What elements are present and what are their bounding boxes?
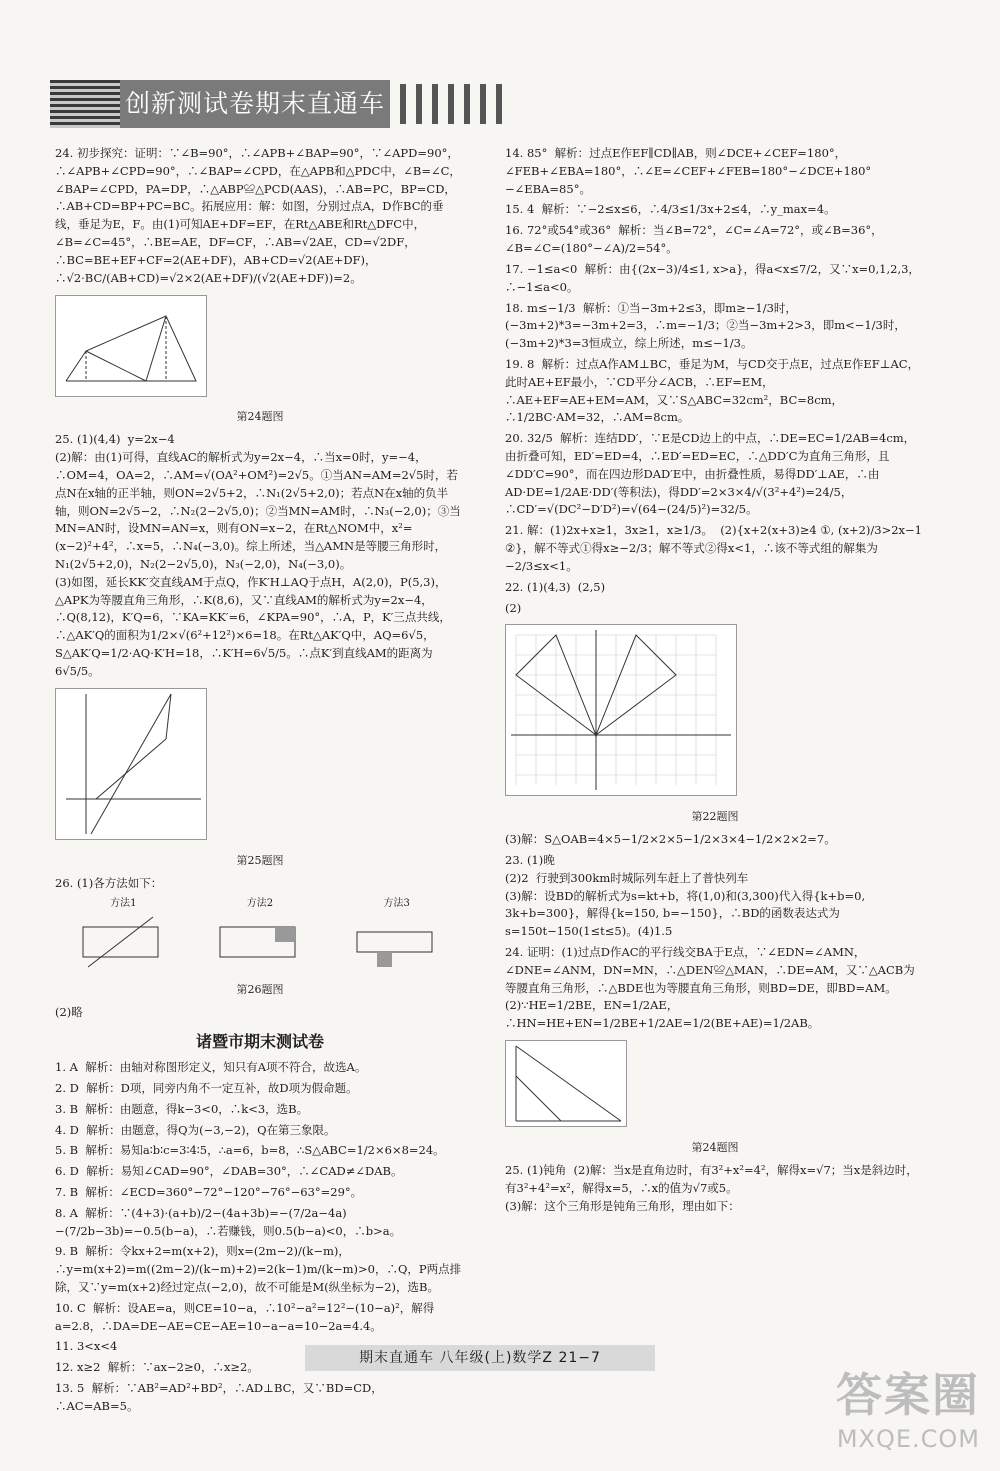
- figure-26-caption: 第26题图: [236, 983, 284, 997]
- banner-stripes-left: [50, 80, 120, 128]
- left-column: [55, 145, 465, 1419]
- figure-24b-caption: 第24题图: [691, 1140, 739, 1154]
- banner-stripes-right: [400, 84, 510, 124]
- answer-16: 16. 72°或54°或36° 解析：当∠B=72°，∠C=∠A=72°，或∠B=36°，∠B=∠C=(180°−∠A)/2=54°。: [505, 223, 883, 256]
- answer-19: 19. 8 解析：过点A作AM⊥BC，垂足为M，与CD交于点E，过点E作EF⊥AC，此时AE+EF最小，∵CD平分∠ACB，∴EF=EM，∴AE+EF=AE+EM=AM，又∵S△ABC=32cm²，BC=8cm，∴1/2BC·AM=32，∴AM=8cm。: [505, 356, 920, 425]
- answer-12: 12. x≥2 解析：∵ax−2≥0，∴x≥2。: [55, 1360, 259, 1375]
- method-2: [215, 896, 305, 977]
- answer-3: 3. B 解析：由题意，得k−3<0，∴k<3，选B。: [55, 1101, 309, 1116]
- question-24: 24. 初步探究：证明：∵∠B=90°，∴∠APB+∠BAP=90°，∵∠APD=90°，∴∠APB+∠CPD=90°，∴∠BAP=∠CPD，在△APB和△PDC中，∠B=∠C，∠BAP=∠CPD，PA=DP，∴△ABP≌△PCD(AAS)，∴AB=PC，BP=CD，∴AB+CD=BP+PC=BC。拓展应用：解：如图，分别过点A，D作BC的垂线，垂足为E，F。由(1)可知AE+DF=EF，在Rt△ABE和Rt△DFC中，∠B=∠C=45°，∴BE=AE，DF=CF，∴AB=√2AE，CD=√2DF，∴BC=BE+EF+CF=2(AE+DF)，AB+CD=√2(AE+DF)，∴√2·BC/(AB+CD)=√2×2(AE+DF)/(√2(AE+DF))=2。: [55, 146, 461, 285]
- answer-13: 13. 5 解析：∵AB²=AD²+BD²，∴AD⊥BC，又∵BD=CD，∴AC=AB=5。: [55, 1381, 383, 1413]
- answer-5: 5. B 解析：易知a∶b∶c=3∶4∶5，∴a=6，b=8，∴S△ABC=1/2×6×8=24。: [55, 1143, 445, 1158]
- banner-title: 创新测试卷期末直通车: [120, 80, 390, 128]
- answer-1: 1. A 解析：由轴对称图形定义，知只有A项不符合，故选A。: [55, 1060, 367, 1075]
- answer-6: 6. D 解析：易知∠CAD=90°，∠DAB=30°，∴∠CAD≠∠DAB。: [55, 1164, 403, 1179]
- figure-25: [55, 688, 207, 840]
- question-26: 26. (1)各方法如下：: [55, 875, 163, 890]
- right-column: [505, 145, 925, 1218]
- method-3-label: 方法3: [383, 898, 410, 910]
- methods-row: [55, 896, 465, 977]
- section-title: 诸暨市期末测试卷: [195, 1032, 324, 1052]
- answer-11: 11. 3<x<4: [55, 1339, 118, 1354]
- answer-22-head: 22. (1)(4,3) (2,5): [505, 579, 606, 594]
- watermark-logo: 答案圈: [836, 1368, 980, 1422]
- answer-17: 17. −1≤a<0 解析：由{(2x−3)/4≤1, x>a}，得a<x≤7/2，又∵x=0,1,2,3，∴−1≤a<0。: [505, 261, 920, 294]
- answer-23: 23. (1)晚 (2)2 行驶到300km时城际列车赶上了普快列车 (3)解：设BD的解析式为s=kt+b，将(1,0)和(3,300)代入得{k+b=0, 3k+b=300}，解得{k=150, b=−150}，∴BD的函数表达式为s=150t−150(1≤t≤5)。(4)1.5: [505, 852, 866, 939]
- figure-24b: [505, 1040, 627, 1127]
- figure-22-grid: [505, 624, 737, 796]
- figure-24-caption: 第24题图: [236, 410, 284, 424]
- answer-15: 15. 4 解析：∵−2≤x≤6，∴4/3≤1/3x+2≤4，∴y_max=4。: [505, 202, 836, 217]
- answer-22-sub: (2): [505, 600, 522, 615]
- method-1-label: 方法1: [110, 898, 137, 910]
- answer-8: 8. A 解析：∵(4+3)·(a+b)/2−(4a+3b)=−(7/2a−4a)−(7/2b−3b)=−0.5(b−a)，∴若赚钱，则0.5(b−a)<0，∴b>a。: [55, 1205, 402, 1238]
- answer-22-3: (3)解：S△OAB=4×5−1/2×2×5−1/2×3×4−1/2×2×2=7。: [505, 832, 836, 847]
- answer-14: 14. 85° 解析：过点E作EF∥CD∥AB，则∠DCE+∠CEF=180°，∠FEB+∠EBA=180°，∴∠E=∠CEF+∠FEB=180°−∠DCE+180°−∠EBA=85°。: [505, 146, 872, 196]
- answer-10: 10. C 解析：设AE=a，则CE=10−a，∴10²−a²=12²−(10−a)²，解得a=2.8，∴DA=DE−AE=CE−AE=10−a−a=10−2a=4.4。: [55, 1300, 435, 1333]
- question-25: 25. (1)(4,4) y=2x−4 (2)解：由(1)可得，直线AC的解析式为y=2x−4，∴当x=0时，y=−4，∴OM=4，OA=2，∴AM=√(OA²+OM²)=2√5。①当AN=AM=2√5时，若点N在x轴的正半轴，则ON=2√5+2，∴N₁(2√5+2,0)；若点N在x轴的负半轴，则ON=2√5−2，∴N₂(2−2√5,0)；②当MN=AM时，∴N₃(−2,0)；③当MN=AN时，设MN=AN=x，则有ON=x−2，在Rt△NOM中，x²=(x−2)²+4²，∴x=5，∴N₄(−3,0)。综上所述，当△AMN是等腰三角形时，N₁(2√5+2,0)，N₂(2−2√5,0)，N₃(−2,0)，N₄(−3,0)。 (3)如图，延长KK′交直线AM于点Q，作K′H⊥AQ于点H，A(2,0)，P(5,3)，△APK为等腰直角三角形，∴K(8,6)，又∵直线AM的解析式为y=2x−4，∴Q(8,12)，K′Q=6，∵KA=KK′=6，∠KPA=90°，∴A，P，K′三点共线，∴△AK′Q的面积为1/2×√(6²+12²)×6=18。在Rt△AK′Q中，AQ=6√5，S△AK′Q=1/2·AQ·K′H=18，∴K′H=6√5/5。∴点K′到直线AM的距离为6√5/5。: [55, 432, 461, 678]
- header-banner: [50, 80, 460, 128]
- method-2-label: 方法2: [246, 898, 274, 910]
- answer-20: 20. 32/5 解析：连结DD′，∵E是CD边上的中点，∴DE=EC=1/2AB=4cm，由折叠可知，ED′=ED=4，∴ED′=ED=EC，∴△DD′C为直角三角形，且∠DD′C=90°，而在四边形DAD′E中，由折叠性质，易得DD′⊥AE，∴由AD·DE=1/2AE·DD′(等积法)，得DD′=2×3×4/√(3²+4²)=24/5，∴CD′=√(DC²−D′D²)=√(64−(24/5)²)=32/5。: [505, 431, 916, 517]
- figure-25-caption: 第25题图: [236, 853, 284, 867]
- method-3: [352, 896, 442, 977]
- footer-bar: 期末直通车 八年级(上)数学Z 21−7: [305, 1345, 655, 1371]
- answer-21: 21. 解：(1)2x+x≥1，3x≥1，x≥1/3。 (2){x+2(x+3)≥4 ①, (x+2)/3>2x−1 ②}，解不等式①得x≥−2/3；解不等式②得x<1，∴该不等式组的解集为−2/3≤x<1。: [505, 523, 926, 573]
- method-1: [78, 896, 168, 977]
- figure-24: [55, 295, 207, 397]
- answer-4: 4. D 解析：由题意，得Q为(−3,−2)，Q在第三象限。: [55, 1122, 336, 1137]
- answer-9: 9. B 解析：令kx+2=m(x+2)，则x=(2m−2)/(k−m)，∴y=m(x+2)=m((2m−2)/(k−m)+2)=2(k−1)m/(k−m)>0，∴Q，P两点排除，又∵y=m(x+2)经过定点(−2,0)，故不可能是M(纵坐标为−2)，选B。: [55, 1244, 462, 1294]
- answer-25: 25. (1)钝角 (2)解：当x是直角边时，有3²+x²=4²，解得x=√7；当x是斜边时，有3²+4²=x²，解得x=5，∴x的值为√7或5。 (3)解：这个三角形是钝角三角形，理由如下：: [505, 1162, 918, 1213]
- answer-7: 7. B 解析：∠ECD=360°−72°−120°−76°−63°=29°。: [55, 1184, 363, 1199]
- answer-24: 24. 证明：(1)过点D作AC的平行线交BA于E点，∵∠EDN=∠AMN，∠DNE=∠ANM，DN=MN，∴△DEN≌△MAN，∴DE=AM，又∵△ACB为等腰直角三角形，∴△BDE也为等腰直角三角形，则BD=DE，即BD=AM。 (2)∵HE=1/2BE，EN=1/2AE，∴HN=HE+EN=1/2BE+1/2AE=1/2(BE+AE)=1/2AB。: [505, 945, 915, 1031]
- watermark-url: MXQE.COM: [836, 1425, 980, 1453]
- answer-2: 2. D 解析：D项，同旁内角不一定互补，故D项为假命题。: [55, 1080, 358, 1095]
- answer-18: 18. m≤−1/3 解析：①当−3m+2≤3，即m≥−1/3时，(−3m+2)*3=−3m+2=3，∴m=−1/3；②当−3m+2>3，即m<−1/3时，(−3m+2)*3=3恒成立，综上所述，m≤−1/3。: [505, 300, 906, 351]
- watermark: [836, 1359, 980, 1453]
- figure-22-caption: 第22题图: [691, 810, 739, 824]
- question-26-2: (2)略: [55, 1005, 83, 1020]
